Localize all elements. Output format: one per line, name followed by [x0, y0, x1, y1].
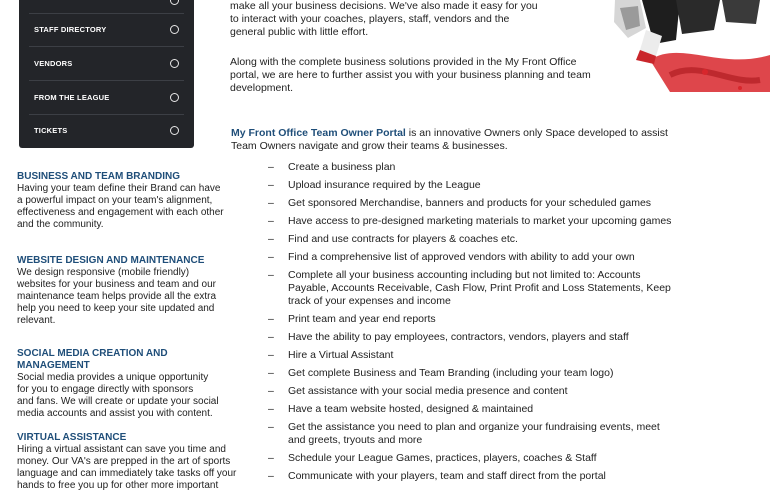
intro-line: development. — [230, 82, 294, 94]
dash-icon: – — [268, 349, 274, 361]
section-line: media accounts and assist you with content. — [17, 407, 213, 419]
section-line: Social media provides a unique opportunity — [17, 372, 209, 383]
list-item — [268, 233, 718, 246]
list-item-text: Get sponsored Merchandise, banners and products for your scheduled games — [288, 197, 652, 209]
list-item — [268, 385, 718, 398]
dash-icon: – — [268, 313, 274, 325]
section-line: for you to engage directly with sponsors — [17, 383, 194, 395]
menu-item-label: VENDORS — [34, 59, 73, 68]
radio-circle-icon — [170, 25, 179, 34]
dash-icon: – — [268, 421, 274, 433]
list-item-text: Get assistance with your social media presence and content — [288, 385, 568, 397]
list-item-text: Find a comprehensive list of approved vendors with ability to add your own — [288, 251, 635, 263]
dash-icon: – — [268, 179, 274, 191]
menu-item-from-the-league[interactable] — [19, 82, 194, 115]
menu-item-label: STAFF DIRECTORY — [34, 25, 107, 34]
dash-icon: – — [268, 367, 274, 379]
portal-text: is an innovative Owners only Space developed to assist — [405, 127, 668, 139]
section-title: SOCIAL MEDIA CREATION AND MANAGEMENT — [17, 348, 168, 371]
menu-item-label: FROM THE LEAGUE — [34, 93, 110, 102]
section-line: money. Our VA's are prepped in the art of sports — [17, 455, 231, 467]
intro-paragraph-1 — [230, 0, 625, 39]
section-virtual-assistance — [17, 432, 239, 492]
radio-circle-icon — [170, 59, 179, 68]
menu-item-tickets[interactable] — [19, 115, 194, 148]
list-item — [268, 349, 718, 362]
dash-icon: – — [268, 197, 274, 209]
section-title: VIRTUAL ASSISTANCE — [17, 432, 127, 443]
intro-line: to interact with your coaches, players, staff, vendors and the — [230, 13, 510, 25]
list-item-text: Have access to pre-designed marketing materials to market your upcoming games — [288, 215, 672, 227]
dash-icon: – — [268, 403, 274, 415]
list-item-text: Get the assistance you need to plan and organize your fundraising events, meet — [288, 421, 660, 433]
section-line: We design responsive (mobile friendly) — [17, 267, 190, 278]
list-item-text: Payable, Accounts Receivable, Cash Flow, Print Profit and Loss Statements, Keep — [288, 282, 671, 294]
section-line: hands to free you up for other more important — [17, 479, 219, 491]
section-branding — [17, 171, 239, 231]
section-title: BUSINESS AND TEAM BRANDING — [17, 171, 180, 182]
list-item — [268, 470, 718, 483]
radio-circle-icon — [170, 0, 179, 5]
list-item-text: Complete all your business accounting including but not limited to: Accounts — [288, 269, 641, 281]
list-item — [268, 161, 718, 174]
list-item — [268, 179, 718, 192]
section-website — [17, 255, 239, 327]
intro-line: Along with the complete business solutions provided in the My Front Office — [230, 56, 577, 68]
list-item — [268, 313, 718, 326]
section-line: and fans. We will create or update your social — [17, 395, 219, 407]
section-line: Having your team define their Brand can have — [17, 183, 221, 194]
radio-circle-icon — [170, 93, 179, 102]
list-item — [268, 367, 718, 380]
dash-icon: – — [268, 331, 274, 343]
list-item — [268, 215, 718, 228]
menu-item-partial[interactable] — [19, 0, 194, 14]
portal-line-2: Team Owners navigate and grow their teams & businesses. — [231, 140, 508, 152]
list-item — [268, 331, 718, 344]
section-line: Hiring a virtual assistant can save you time and — [17, 444, 226, 455]
section-social-media — [17, 348, 239, 420]
list-item-text: Create a business plan — [288, 161, 396, 173]
menu-item-vendors[interactable] — [19, 48, 194, 81]
dash-icon: – — [268, 269, 274, 281]
list-item-text: Upload insurance required by the League — [288, 179, 481, 191]
section-line: maintenance team helps provide all the extra — [17, 290, 217, 302]
dash-icon: – — [268, 161, 274, 173]
list-item — [268, 452, 718, 465]
feature-list — [268, 161, 718, 488]
menu-item-staff-directory[interactable] — [19, 14, 194, 47]
nav-menu — [19, 0, 194, 148]
list-item — [268, 403, 718, 416]
section-line: effectiveness and engagement with each other — [17, 206, 224, 218]
list-item-text: Find and use contracts for players & coaches etc. — [288, 233, 518, 245]
section-line: relevant. — [17, 314, 56, 326]
list-item-text: Print team and year end reports — [288, 313, 436, 325]
list-item — [268, 197, 718, 210]
section-line: websites for your business and team and our — [17, 278, 216, 290]
portal-link[interactable]: My Front Office Team Owner Portal — [231, 127, 406, 139]
portal-line-1 — [231, 127, 711, 140]
dash-icon: – — [268, 385, 274, 397]
dash-icon: – — [268, 251, 274, 263]
intro-line: portal, we are here to further assist you with your business planning and team — [230, 69, 591, 81]
list-item — [268, 251, 718, 264]
athlete-photo — [610, 0, 770, 92]
dash-icon: – — [268, 233, 274, 245]
dash-icon: – — [268, 452, 274, 464]
list-item-text: Have the ability to pay employees, contractors, vendors, players and staff — [288, 331, 629, 343]
list-item — [268, 269, 718, 308]
list-item-text: Hire a Virtual Assistant — [288, 349, 394, 361]
radio-circle-icon — [170, 126, 179, 135]
list-item-text: Schedule your League Games, practices, players, coaches & Staff — [288, 452, 597, 464]
list-item-text: Communicate with your players, team and staff direct from the portal — [288, 470, 606, 482]
dash-icon: – — [268, 470, 274, 482]
list-item-text: and greets, tryouts and more — [288, 434, 423, 446]
intro-line: make all your business decisions. We've also made it easy for you — [230, 0, 538, 12]
section-line: and the community. — [17, 218, 104, 230]
portal-description — [231, 127, 711, 153]
section-title: WEBSITE DESIGN AND MAINTENANCE — [17, 255, 205, 266]
list-item — [268, 421, 718, 447]
list-item-text: Have a team website hosted, designed & maintained — [288, 403, 534, 415]
list-item-text: track of your expenses and income — [288, 295, 451, 307]
dash-icon: – — [268, 215, 274, 227]
menu-item-label: TICKETS — [34, 126, 68, 135]
list-item-text: Get complete Business and Team Branding (including your team logo) — [288, 367, 614, 379]
section-line: a powerful impact on your team's alignment, — [17, 194, 213, 206]
intro-line: general public with little effort. — [230, 26, 369, 38]
section-line: help you need to keep your site updated and — [17, 302, 215, 314]
section-line: language and can immediately take tasks off your — [17, 467, 237, 479]
